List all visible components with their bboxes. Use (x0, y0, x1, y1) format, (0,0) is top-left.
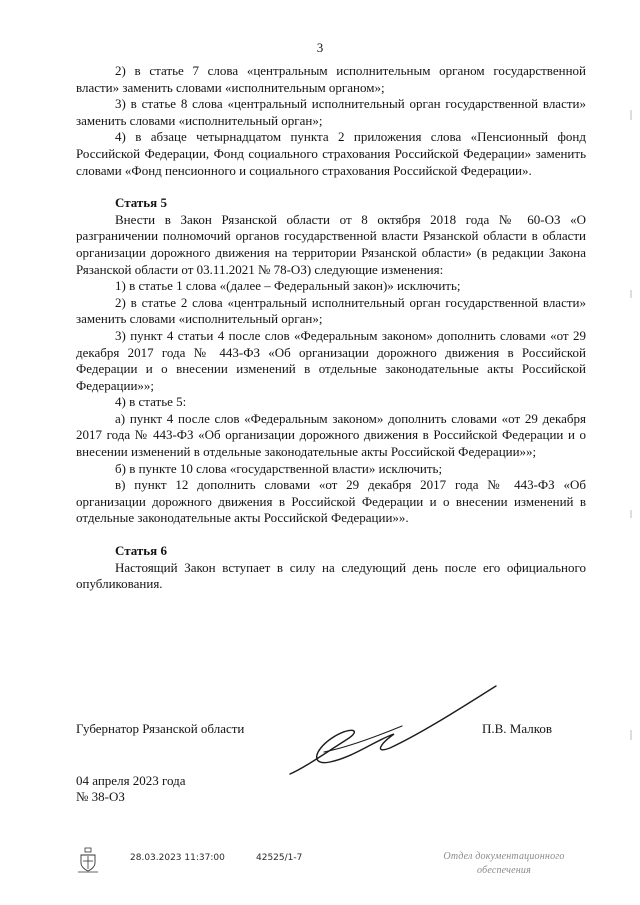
stamp-line-1: Отдел документационного (443, 851, 565, 862)
paragraph: 2) в статье 2 слова «центральный исполнительный орган государственной власти» заменить словами «исполнительный орган»; (76, 294, 586, 327)
paragraph: 3) пункт 4 статьи 4 после слов «Федеральным законом» дополнить словами «от 29 декабря 2017 года № 443-ФЗ «Об организации дорожного движения в Российской Федерации и о внесении изменений в отдельные законодательные акты Российской Федерации»»; (76, 327, 586, 393)
paragraph: 4) в абзаце четырнадцатом пункта 2 приложения слова «Пенсионный фонд Российской Федерации, Фонд социального страхования Российской Федерации» заменить словами «Фонд пенсионного и социального страхования Российской Федерации». (76, 129, 586, 178)
document-body (76, 63, 586, 593)
law-date-block (76, 773, 186, 806)
paragraph: 3) в статье 8 слова «центральный исполнительный орган государственной власти» заменить словами «исполнительный орган»; (76, 96, 586, 128)
signer-name: П.В. Малков (482, 721, 553, 736)
department-stamp (428, 850, 580, 878)
article-heading: Статья 5 (115, 195, 167, 211)
paragraph: Внести в Закон Рязанской области от 8 октября 2018 года № 60-ОЗ «О разграничении полномочий органов государственной власти Рязанской области в области организации дорожного движения на территории Рязанской области» (в редакции Закона Рязанской области от 03.11.2021 № 78-ОЗ) следующие изменения: (76, 211, 586, 277)
article-heading: Статья 6 (115, 543, 167, 559)
coat-of-arms-icon (76, 847, 100, 873)
paragraph: 1) в статье 1 слова «(далее – Федеральный закон)» исключить; (115, 278, 461, 294)
handwritten-signature (284, 682, 499, 780)
footer-code: 42525/1-7 (256, 853, 303, 863)
paragraph: в) пункт 12 дополнить словами «от 29 декабря 2017 года № 443-ФЗ «Об организации дорожного движения в Российской Федерации и о внесении изменений в отдельные законодательные акты Российской Федерации»». (76, 477, 586, 526)
stamp-line-2: обеспечения (477, 865, 531, 876)
paragraph: б) в пункте 10 слова «государственной власти» исключить; (115, 460, 443, 476)
paragraph: 4) в статье 5: (115, 394, 187, 410)
signer-title: Губернатор Рязанской области (76, 721, 245, 736)
paragraph: Настоящий Закон вступает в силу на следующий день после его официального опубликования. (76, 559, 586, 592)
footer-datetime: 28.03.2023 11:37:00 (130, 853, 225, 863)
paragraph: 2) в статье 7 слова «центральным исполнительным органом государственной власти» заменить словами «исполнительным органом»; (76, 63, 586, 95)
law-date: 04 апреля 2023 года (76, 773, 186, 788)
page-number: 3 (316, 40, 324, 55)
paragraph: а) пункт 4 после слов «Федеральным законом» дополнить словами «от 29 декабря 2017 года № 443-ФЗ «Об организации дорожного движения в Российской Федерации и о внесении изменений в отдельные законодательные акты Российской Федерации»»; (76, 410, 586, 460)
scan-edge-marks (626, 90, 636, 890)
law-number: № 38-ОЗ (76, 789, 125, 805)
